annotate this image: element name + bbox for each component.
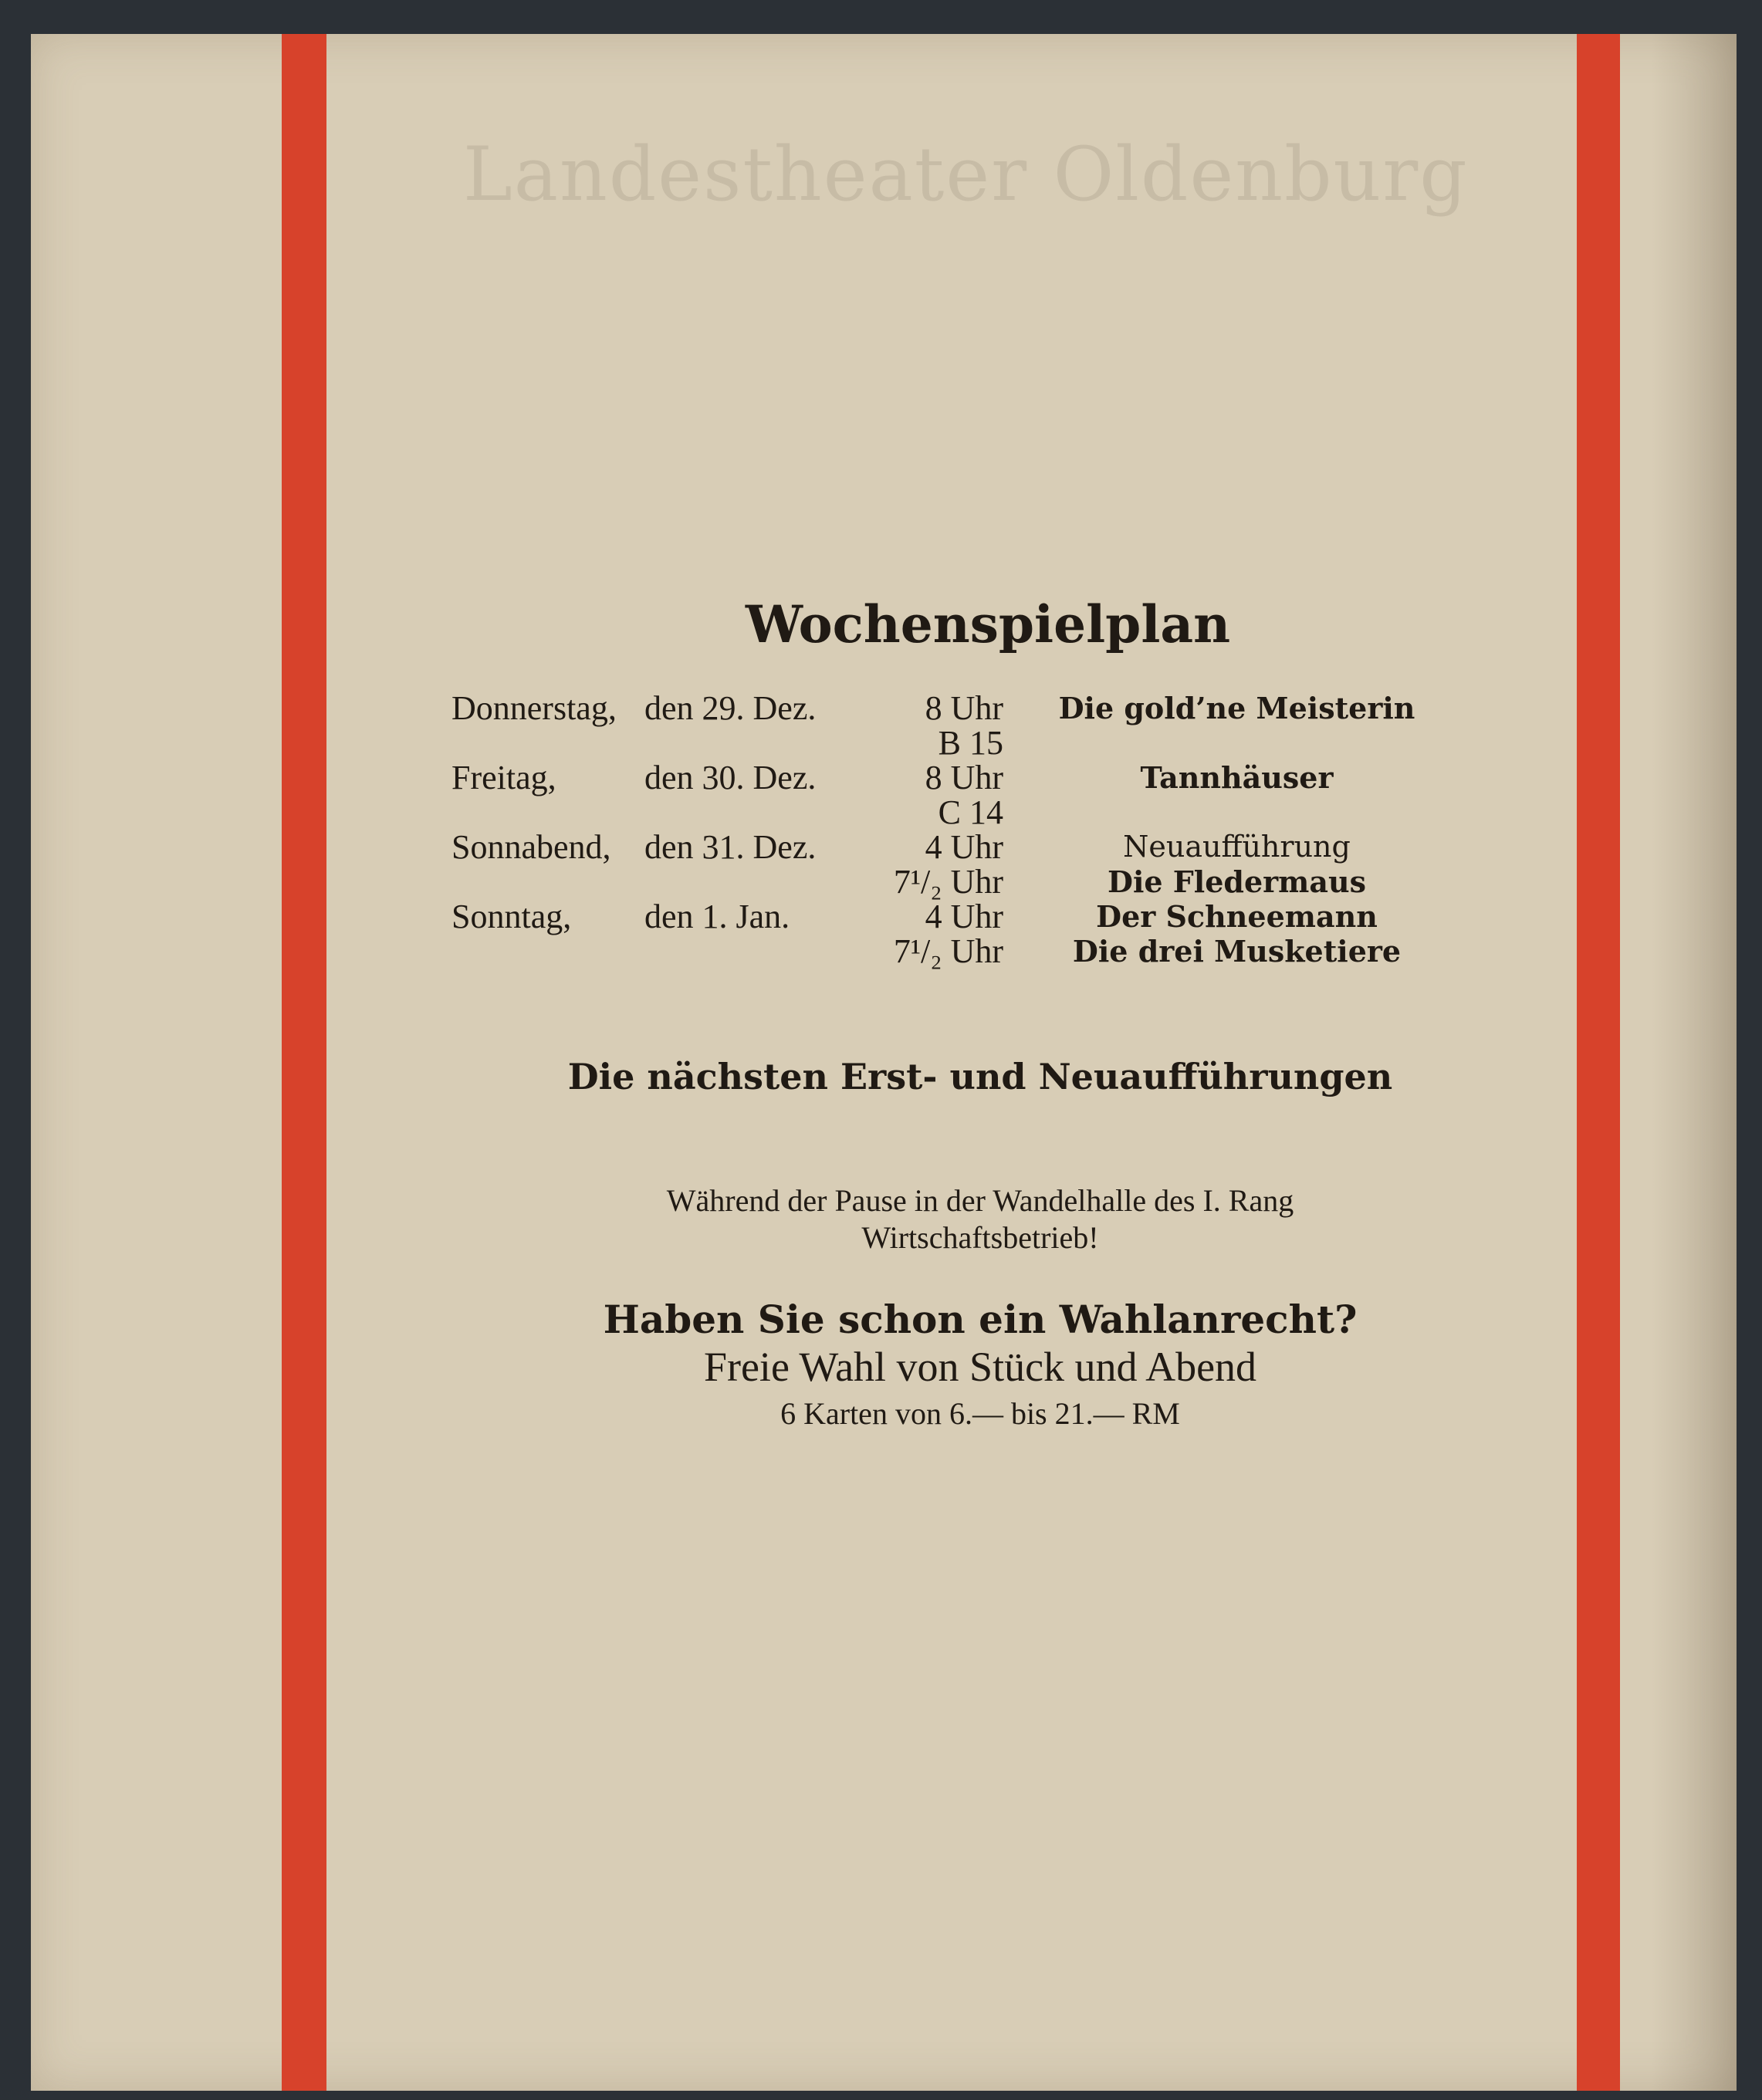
- page-title: Wochenspielplan: [745, 594, 1231, 654]
- schedule-play: Die drei Musketiere: [1072, 934, 1402, 969]
- schedule-row: [451, 864, 1432, 899]
- schedule-row: [451, 760, 1432, 795]
- schedule-play: Tannhäuser: [1140, 760, 1334, 795]
- schedule-time: C 14: [938, 793, 1003, 831]
- schedule-time: 4 Uhr: [925, 828, 1003, 866]
- bleed-through-header: Landestheater Oldenburg: [463, 131, 1469, 218]
- free-choice-line: Freie Wahl von Stück und Abend: [703, 1344, 1257, 1390]
- upcoming-premieres-heading: Die nächsten Erst- und Neuaufführungen: [567, 1056, 1393, 1097]
- notice-line: Während der Pause in der Wandelhalle des I. Rang: [666, 1183, 1294, 1218]
- ticket-price-line: 6 Karten von 6.— bis 21.— RM: [780, 1396, 1180, 1431]
- schedule-play: Die gold’ne Meisterin: [1058, 691, 1415, 725]
- schedule-row: [451, 934, 1432, 969]
- schedule-day: Donnerstag,: [451, 689, 617, 727]
- schedule-row: [451, 830, 1432, 864]
- schedule-time: B 15: [938, 724, 1003, 762]
- subscription-question: Haben Sie schon ein Wahlanrecht?: [603, 1297, 1358, 1342]
- schedule-date: den 30. Dez.: [644, 759, 817, 796]
- schedule-day: Freitag,: [451, 759, 556, 796]
- schedule-play: Die Fledermaus: [1107, 864, 1366, 899]
- schedule-row: [451, 725, 1432, 760]
- schedule-day: Sonnabend,: [451, 828, 611, 866]
- schedule-time: 8 Uhr: [925, 759, 1003, 796]
- intermission-notice: [463, 1182, 1497, 1256]
- schedule-date: den 1. Jan.: [644, 898, 790, 935]
- schedule-time: 7¹/₂ Uhr: [893, 932, 1003, 970]
- schedule-play: Der Schneemann: [1096, 899, 1378, 934]
- notice-line: Wirtschaftsbetrieb!: [861, 1220, 1099, 1255]
- schedule-table: [451, 691, 1432, 969]
- schedule-row: [451, 899, 1432, 934]
- schedule-time: 4 Uhr: [925, 898, 1003, 935]
- schedule-row: [451, 795, 1432, 830]
- schedule-time: 7¹/₂ Uhr: [893, 863, 1003, 901]
- schedule-day: Sonntag,: [451, 898, 572, 935]
- schedule-date: den 31. Dez.: [644, 828, 817, 866]
- schedule-date: den 29. Dez.: [644, 689, 817, 727]
- schedule-play: Neuaufführung: [1123, 830, 1351, 864]
- schedule-row: [451, 691, 1432, 725]
- schedule-time: 8 Uhr: [925, 689, 1003, 727]
